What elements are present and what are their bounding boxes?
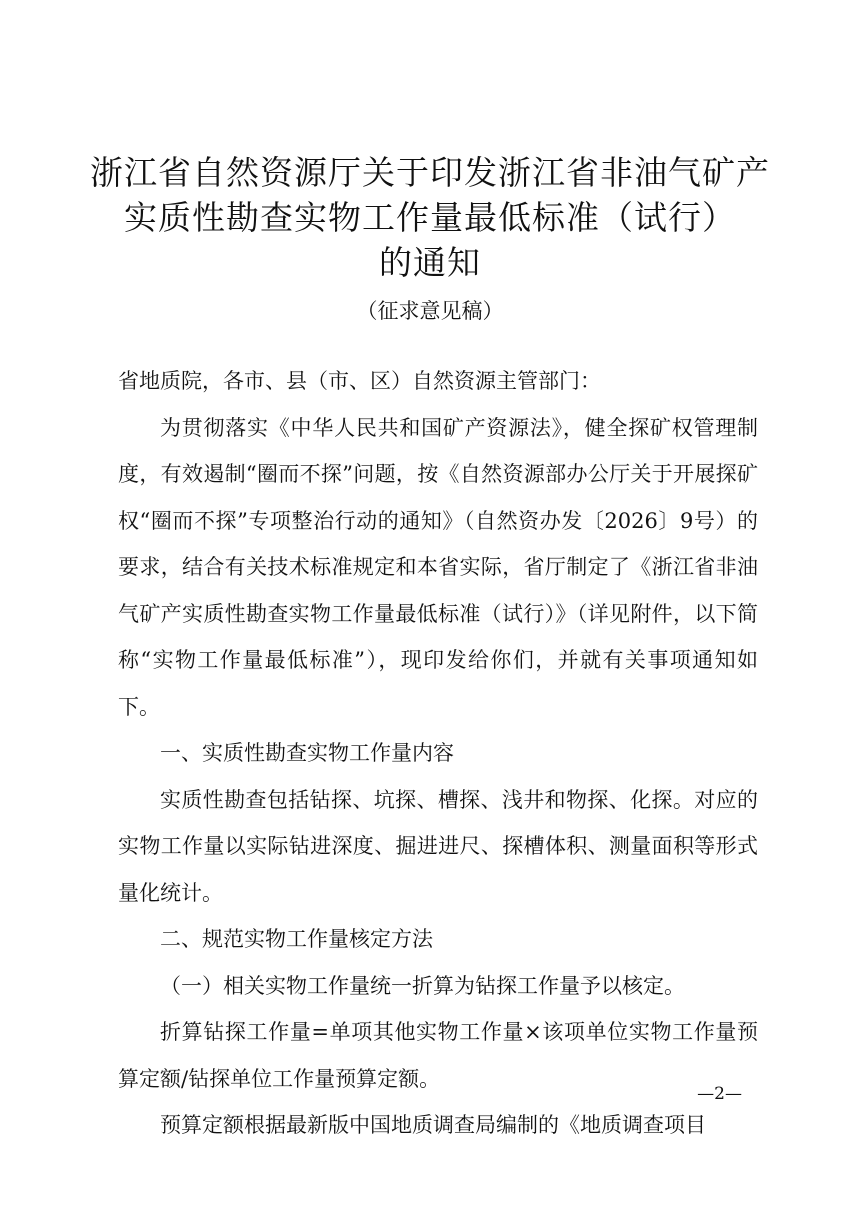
document-title-line-2: 实质性勘查实物工作量最低标准（试行） [124, 198, 736, 237]
subsection-heading-1: （一）相关实物工作量统一折算为钻探工作量予以核定。 [160, 973, 685, 998]
document-title-line-1: 浙江省自然资源厅关于印发浙江省非油气矿产 [90, 153, 770, 192]
document-title-line-3: 的通知 [379, 243, 481, 282]
addressee-line: 省地质院，各市、县（市、区）自然资源主管部门： [118, 369, 601, 393]
paragraph-formula: 折算钻探工作量=单项其他实物工作量×该项单位实物工作量预算定额/钻探单位工作量预算定额。 [118, 1020, 758, 1091]
paragraph-intro: 为贯彻落实《中华人民共和国矿产资源法》，健全探矿权管理制度，有效遏制“圈而不探”问题，按《自然资源部办公厅关于开展探矿权“圈而不探”专项整治行动的通知》（自然资办发〔2026〕9号）的要求，结合有关技术标准规定和本省实际，省厅制定了《浙江省非油气矿产实质性勘查实物工作量最低标准（试行）》（详见附件，以下简称“实物工作量最低标准”），现印发给你们，并就有关事项通知如下。 [118, 415, 758, 719]
section-heading-2: 二、规范实物工作量核定方法 [160, 927, 433, 951]
paragraph-section-1: 实质性勘查包括钻探、坑探、槽探、浅井和物探、化探。对应的实物工作量以实际钻进深度、掘进进尺、探槽体积、测量面积等形式量化统计。 [118, 787, 758, 905]
document-subtitle: （征求意见稿） [356, 299, 504, 323]
section-heading-1: 一、实质性勘查实物工作量内容 [160, 741, 454, 765]
paragraph-budget-quota: 预算定额根据最新版中国地质调查局编制的《地质调查项目 [160, 1113, 706, 1137]
document-title-block [0, 150, 860, 327]
document-body [118, 358, 758, 1149]
page-number: —2— [697, 1084, 742, 1104]
